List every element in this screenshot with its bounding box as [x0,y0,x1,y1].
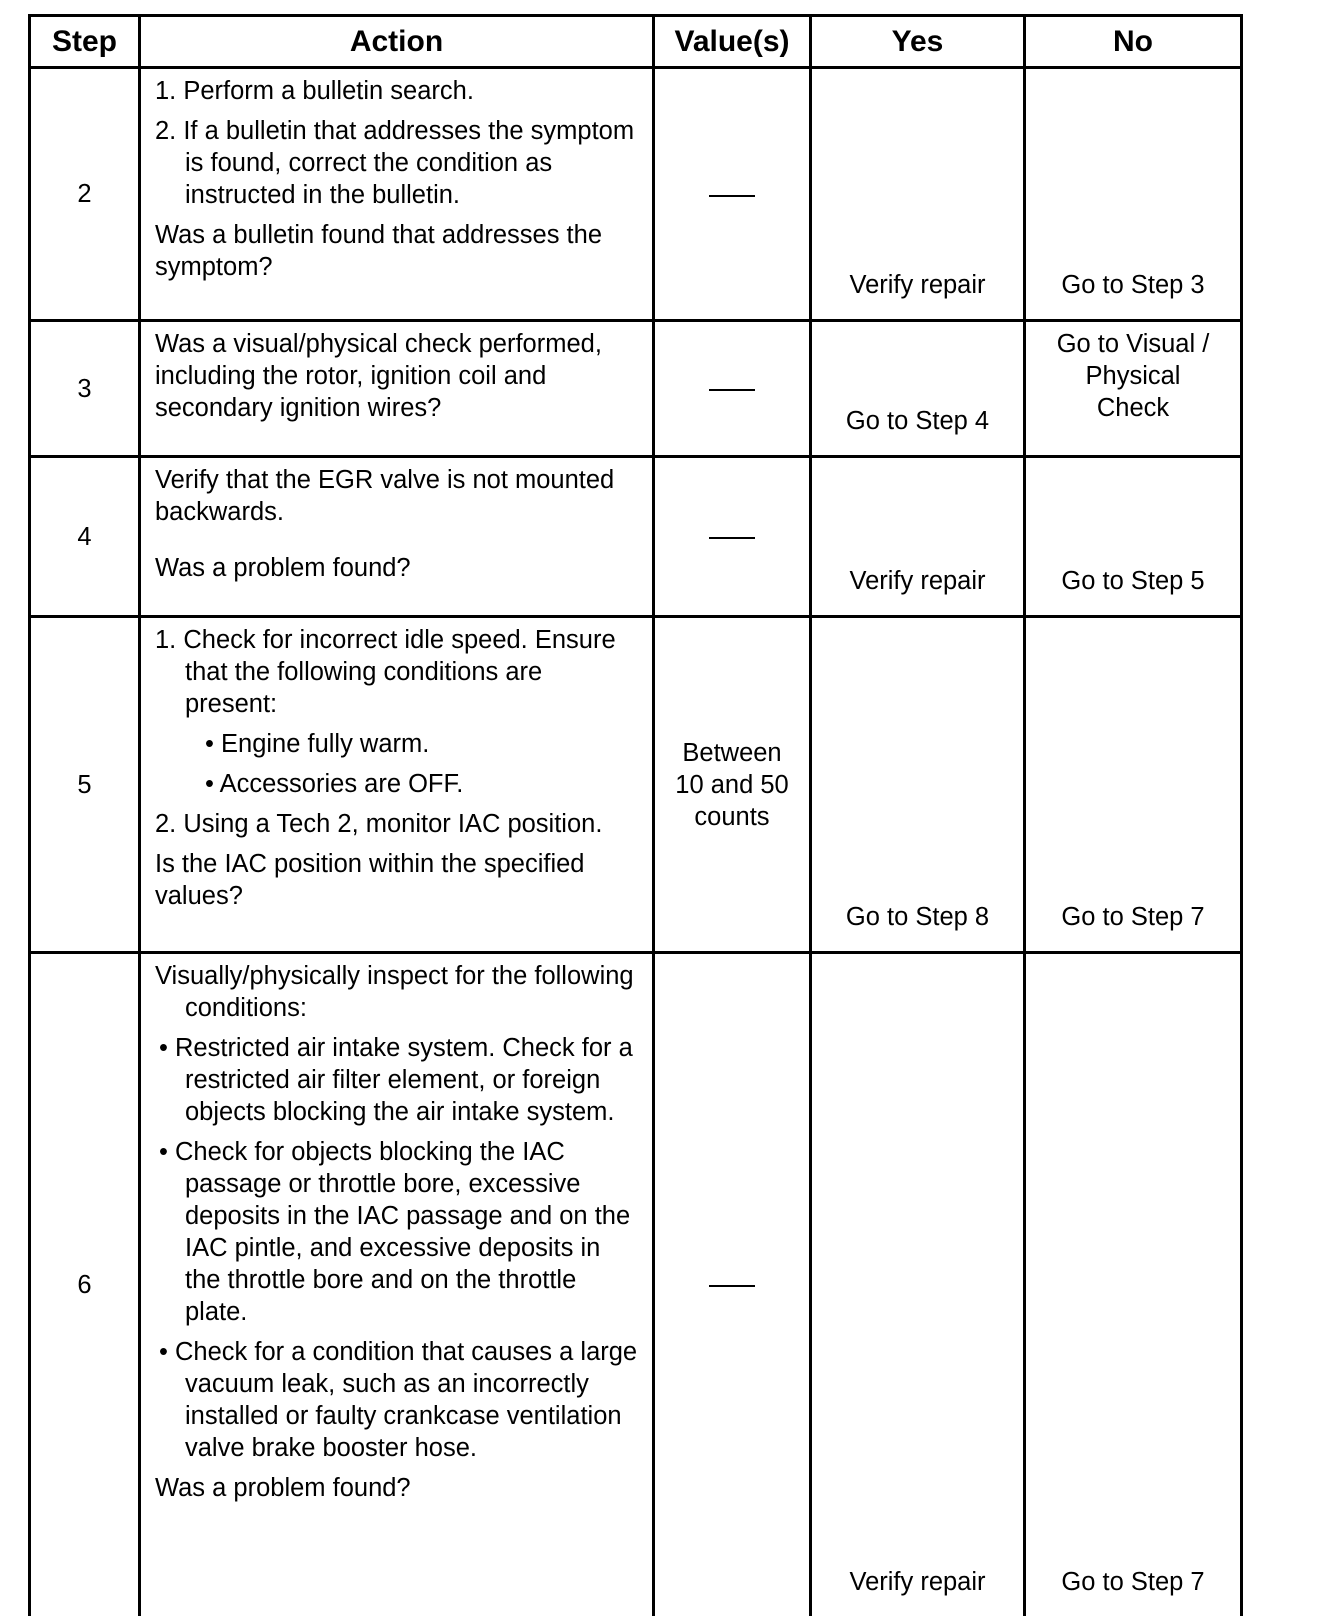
value-cell [654,68,811,321]
value-cell [654,321,811,456]
action-item: 2. If a bulletin that addresses the symptom is found, correct the condition as instructed in the bulletin. [155,117,635,210]
header-row [30,16,1242,68]
action-item: 1. Check for incorrect idle speed. Ensure that the following conditions are present: [155,626,616,719]
dash-symbol [709,389,755,391]
step-number: 5 [30,617,140,953]
action-cell [140,617,654,953]
header-values: Value(s) [654,16,811,68]
action-question: Was a problem found? [155,1474,411,1503]
step-number: 2 [30,68,140,321]
action-question: Was a visual/physical check performed, including the rotor, ignition coil and secondary ignition wires? [155,330,602,423]
table-row [30,321,1242,456]
yes-cell: Verify repair [811,68,1025,321]
action-question: Was a bulletin found that addresses the symptom? [155,221,602,282]
action-cell [140,953,654,1616]
yes-cell: Verify repair [811,953,1025,1616]
action-question: Is the IAC position within the specified values? [155,850,585,911]
value-cell [654,456,811,617]
table-row [30,456,1242,617]
action-bullet: • Check for a condition that causes a large vacuum leak, such as an incorrectly installed or faulty crankcase ventilation valve brake booster hose. [159,1338,638,1463]
action-item: 2. Using a Tech 2, monitor IAC position. [155,810,603,839]
step-number: 6 [30,953,140,1616]
dash-symbol [709,537,755,539]
action-bullet: • Restricted air intake system. Check for a restricted air filter element, or foreign objects blocking the air intake system. [159,1034,633,1127]
diagnostic-table [28,14,1243,1616]
action-bullet: • Accessories are OFF. [205,770,464,799]
dash-symbol [709,195,755,197]
action-bullet: • Check for objects blocking the IAC passage or throttle bore, excessive deposits in the IAC passage and on the IAC pintle, and excessive deposits in the throttle bore and on the throttle plate. [159,1138,631,1327]
no-cell: Go to Step 7 [1025,953,1242,1616]
action-intro: Visually/physically inspect for the following conditions: [155,962,634,1023]
table-row [30,953,1242,1616]
header-yes: Yes [811,16,1025,68]
step-number: 3 [30,321,140,456]
action-cell [140,321,654,456]
action-text: Verify that the EGR valve is not mounted backwards. [155,465,615,526]
action-bullet: • Engine fully warm. [205,730,430,759]
table-row [30,617,1242,953]
dash-symbol [709,1285,755,1287]
yes-cell: Go to Step 4 [811,321,1025,456]
header-no: No [1025,16,1242,68]
step-number: 4 [30,456,140,617]
value-cell [654,953,811,1616]
yes-cell: Go to Step 8 [811,617,1025,953]
table-row [30,68,1242,321]
yes-cell: Verify repair [811,456,1025,617]
action-question: Was a problem found? [155,553,411,582]
header-step: Step [30,16,140,68]
header-action: Action [140,16,654,68]
action-cell [140,456,654,617]
no-cell: Go to Step 7 [1025,617,1242,953]
action-item: 1. Perform a bulletin search. [155,77,474,106]
no-cell: Go to Step 3 [1025,68,1242,321]
no-cell: Go to Step 5 [1025,456,1242,617]
no-cell: Go to Visual / Physical Check [1025,321,1242,456]
action-cell [140,68,654,321]
value-cell: Between 10 and 50 counts [654,617,811,953]
